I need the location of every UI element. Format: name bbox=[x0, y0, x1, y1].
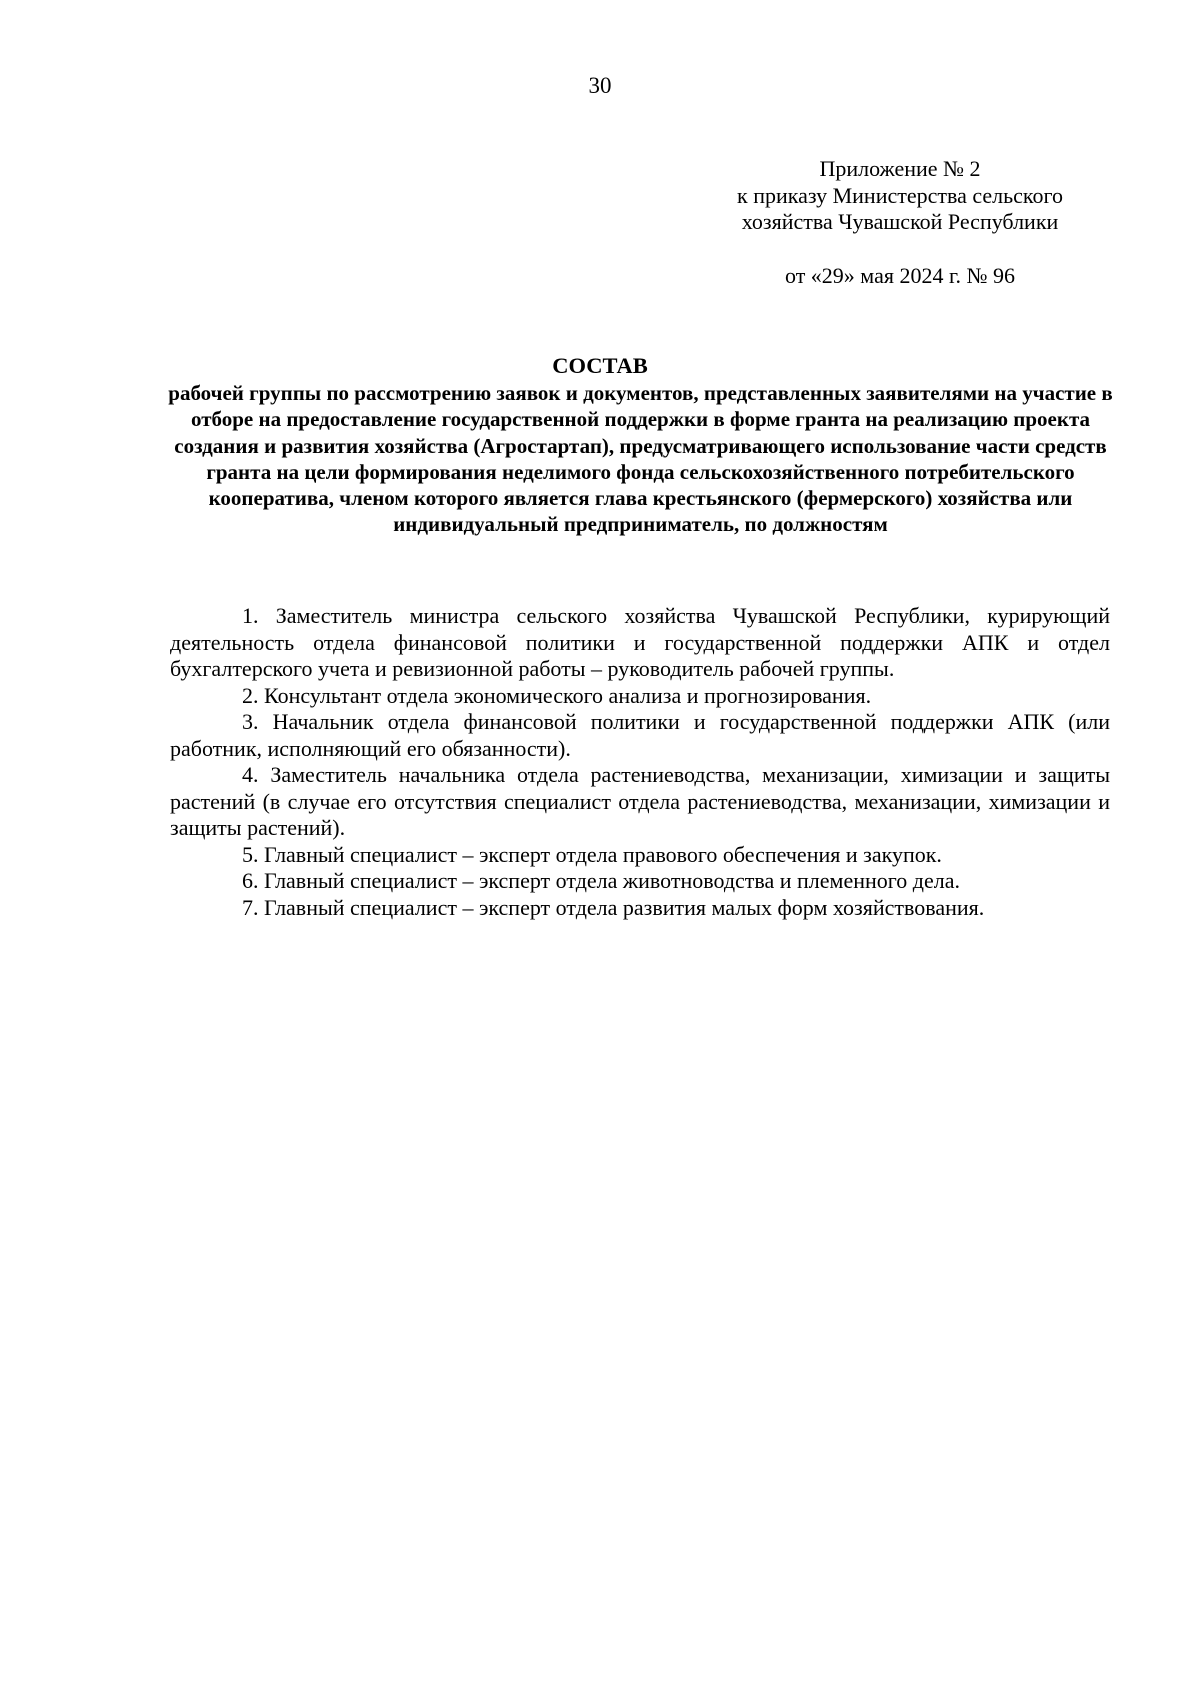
appendix-date: от «29» мая 2024 г. № 96 bbox=[784, 262, 1015, 288]
list-item: 4. Заместитель начальника отдела растениеводства, механизации, химизации и защиты растений (в случае его отсутствия специалист отдела растениеводства, механизации, химизации и защиты растений). bbox=[170, 762, 1110, 840]
document-title: СОСТАВ bbox=[552, 353, 648, 378]
page-number: 30 bbox=[588, 73, 612, 98]
document-subtitle: рабочей группы по рассмотрению заявок и документов, представленных заявителями на участие в отборе на предоставление государственной поддержки в форме гранта на реализацию проекта создания и развития хозяйства (Агростартап), предусматривающего использование части средств гранта на цели формирования неделимого фонда сельскохозяйственного потребительского кооператива, членом которого является глава крестьянского (фермерского) хозяйства или индивидуальный предприниматель, по должностям bbox=[168, 381, 1113, 537]
appendix-line-2: к приказу Министерства сельского bbox=[737, 182, 1063, 208]
list-item: 3. Начальник отдела финансовой политики и государственной поддержки АПК (или работник, исполняющий его обязанности). bbox=[170, 709, 1110, 761]
appendix-header bbox=[700, 156, 1100, 289]
list-item: 2. Консультант отдела экономического анализа и прогнозирования. bbox=[242, 682, 872, 708]
list-item: 7. Главный специалист – эксперт отдела развития малых форм хозяйствования. bbox=[242, 894, 985, 920]
members-list bbox=[170, 603, 1110, 921]
appendix-line-1: Приложение № 2 bbox=[819, 156, 981, 181]
appendix-line-3: хозяйства Чувашской Республики bbox=[741, 209, 1059, 234]
list-item: 6. Главный специалист – эксперт отдела животноводства и племенного дела. bbox=[242, 868, 960, 893]
list-item: 5. Главный специалист – эксперт отдела правового обеспечения и закупок. bbox=[242, 841, 942, 867]
list-item: 1. Заместитель министра сельского хозяйства Чувашской Республики, курирующий деятельность отдела финансовой политики и государственной поддержки АПК и отдел бухгалтерского учета и ревизионной работы – руководитель рабочей группы. bbox=[170, 603, 1110, 681]
